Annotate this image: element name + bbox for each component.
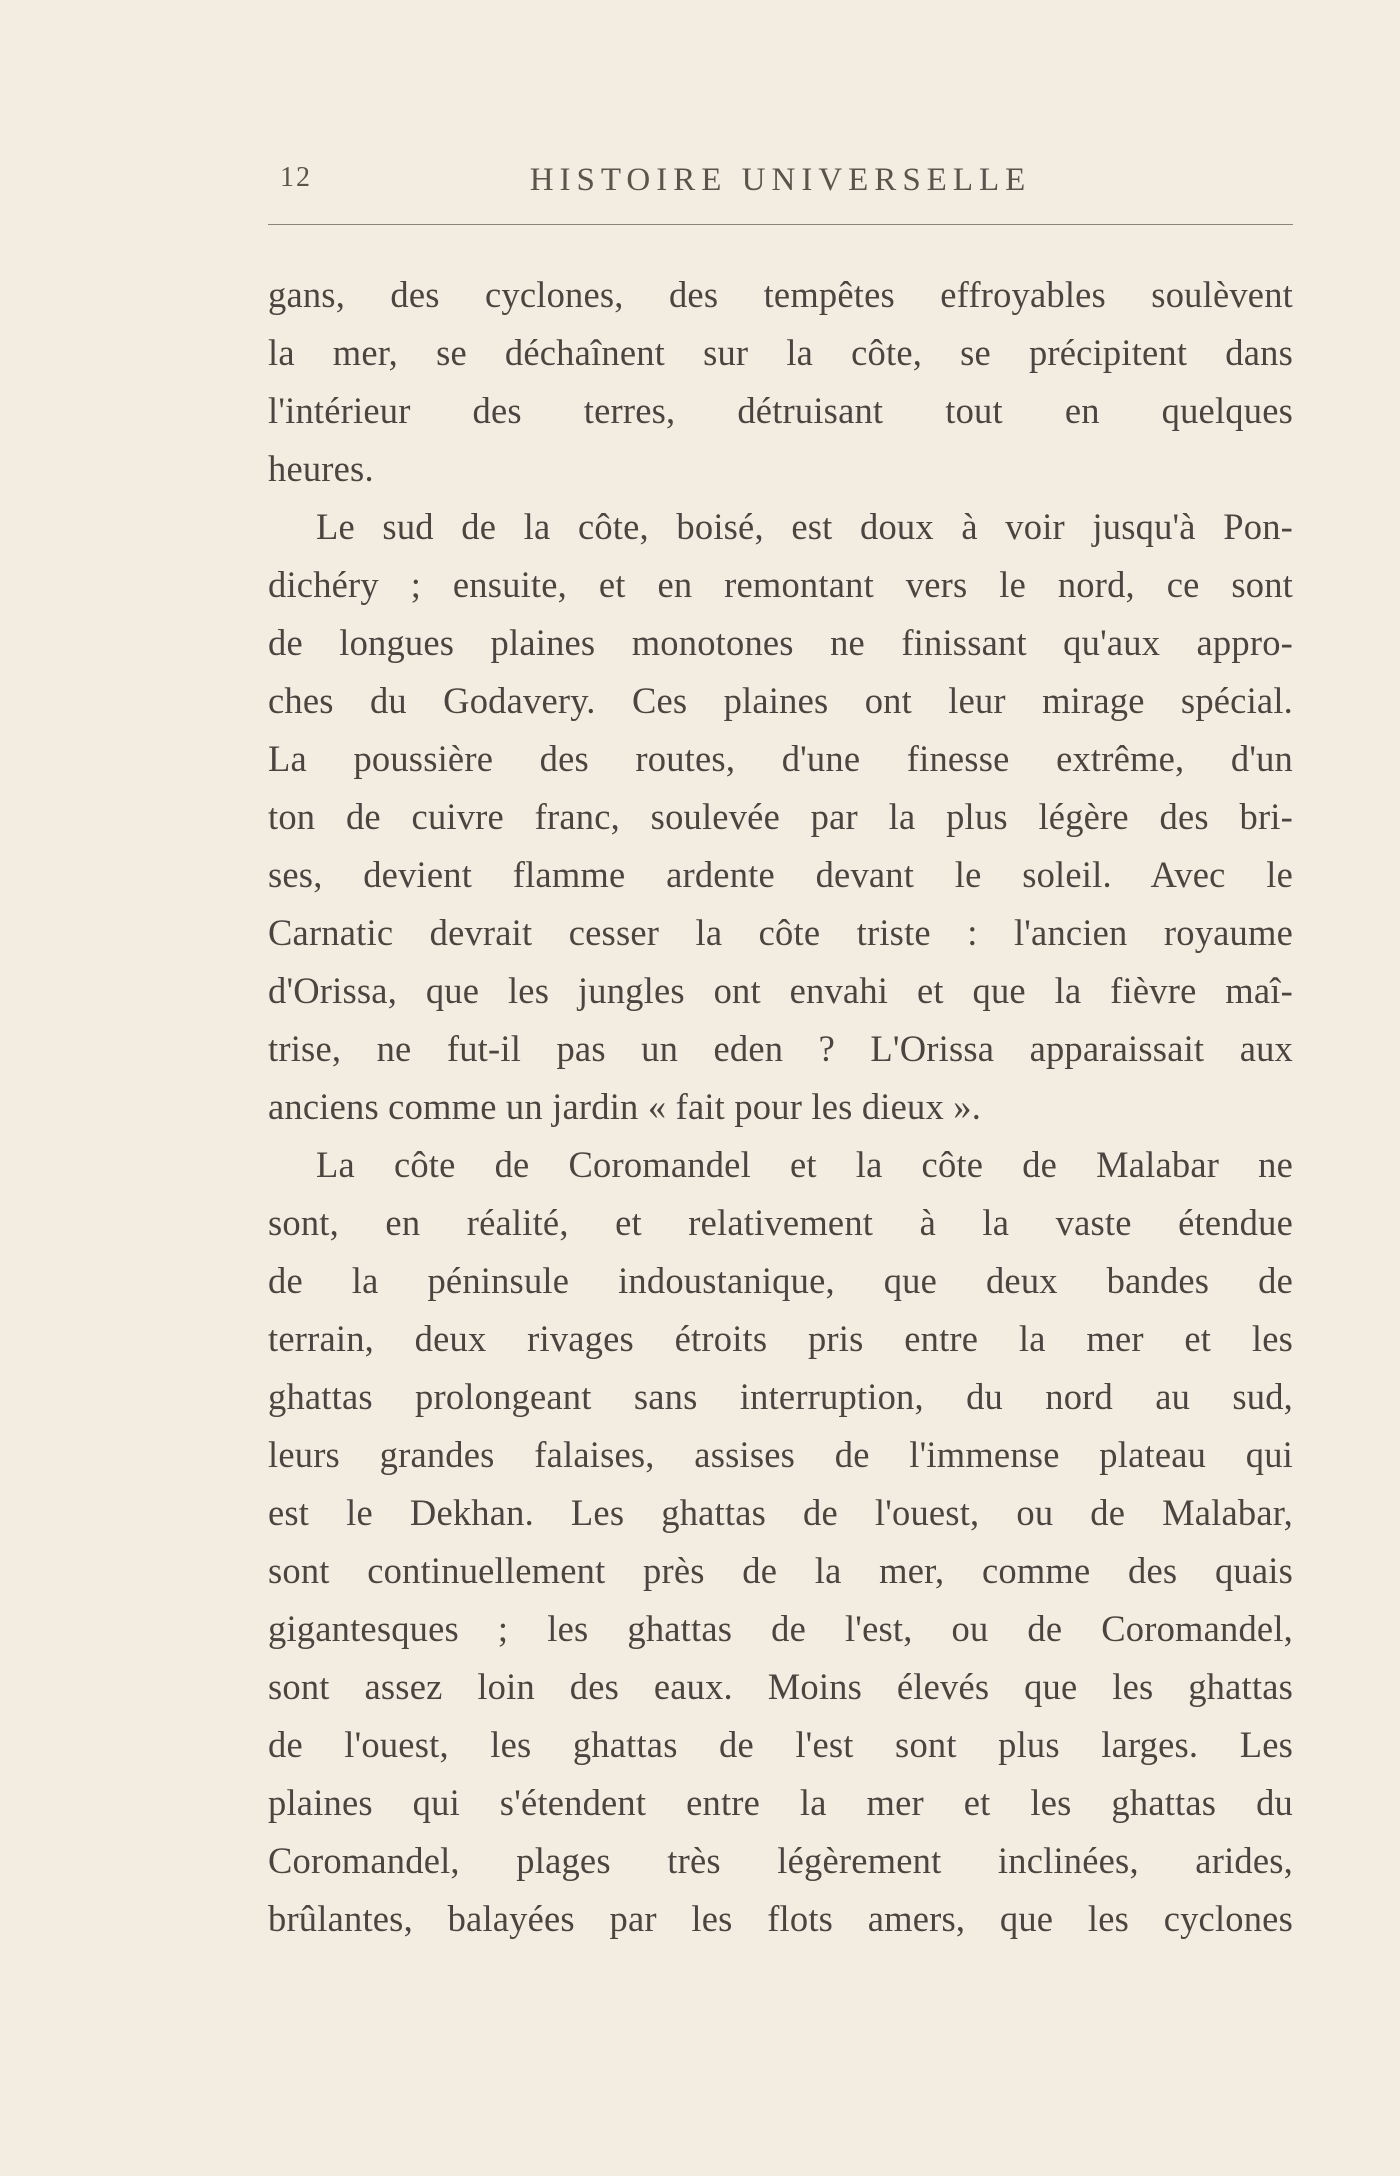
text-line: trise, ne fut-il pas un eden ? L'Orissa apparaissait aux (268, 1028, 1293, 1069)
text-line: ches du Godavery. Ces plaines ont leur mirage spécial. (268, 680, 1293, 721)
text-line: ses, devient flamme ardente devant le soleil. Avec le (268, 854, 1293, 895)
text-line: Carnatic devrait cesser la côte triste : l'ancien royaume (268, 912, 1293, 953)
text-line: gigantesques ; les ghattas de l'est, ou de Coromandel, (268, 1608, 1293, 1649)
text-line: sont, en réalité, et relativement à la vaste étendue (268, 1202, 1293, 1243)
text-line: Coromandel, plages très légèrement inclinées, arides, (268, 1840, 1293, 1881)
text-line: est le Dekhan. Les ghattas de l'ouest, ou de Malabar, (268, 1492, 1293, 1533)
header-rule (268, 224, 1293, 225)
text-line: de longues plaines monotones ne finissant qu'aux appro- (268, 622, 1293, 663)
text-line: la mer, se déchaînent sur la côte, se précipitent dans (268, 332, 1293, 373)
text-line: La côte de Coromandel et la côte de Malabar ne (316, 1144, 1293, 1185)
text-line: dichéry ; ensuite, et en remontant vers le nord, ce sont (268, 564, 1293, 605)
text-line: l'intérieur des terres, détruisant tout en quelques (268, 390, 1293, 431)
text-line: La poussière des routes, d'une finesse extrême, d'un (268, 738, 1293, 779)
text-line: de l'ouest, les ghattas de l'est sont plus larges. Les (268, 1724, 1293, 1765)
text-line: leurs grandes falaises, assises de l'immense plateau qui (268, 1434, 1293, 1475)
body-text (268, 266, 1293, 1948)
text-line: brûlantes, balayées par les flots amers, que les cyclones (268, 1898, 1293, 1939)
text-line: plaines qui s'étendent entre la mer et les ghattas du (268, 1782, 1293, 1823)
text-line: sont assez loin des eaux. Moins élevés que les ghattas (268, 1666, 1293, 1707)
text-line: ton de cuivre franc, soulevée par la plus légère des bri- (268, 796, 1293, 837)
text-line: de la péninsule indoustanique, que deux bandes de (268, 1260, 1293, 1301)
text-line: Le sud de la côte, boisé, est doux à voir jusqu'à Pon- (316, 506, 1293, 547)
text-line: terrain, deux rivages étroits pris entre la mer et les (268, 1318, 1293, 1359)
text-line: d'Orissa, que les jungles ont envahi et que la fièvre maî- (268, 970, 1293, 1011)
running-title: HISTOIRE UNIVERSELLE (529, 162, 1032, 198)
text-line: anciens comme un jardin « fait pour les dieux ». (268, 1086, 982, 1127)
page-number: 12 (280, 162, 312, 193)
text-line: heures. (268, 448, 374, 489)
text-line: gans, des cyclones, des tempêtes effroyables soulèvent (268, 274, 1293, 315)
text-line: ghattas prolongeant sans interruption, du nord au sud, (268, 1376, 1293, 1417)
page-header (268, 162, 1293, 212)
text-line: sont continuellement près de la mer, comme des quais (268, 1550, 1293, 1591)
